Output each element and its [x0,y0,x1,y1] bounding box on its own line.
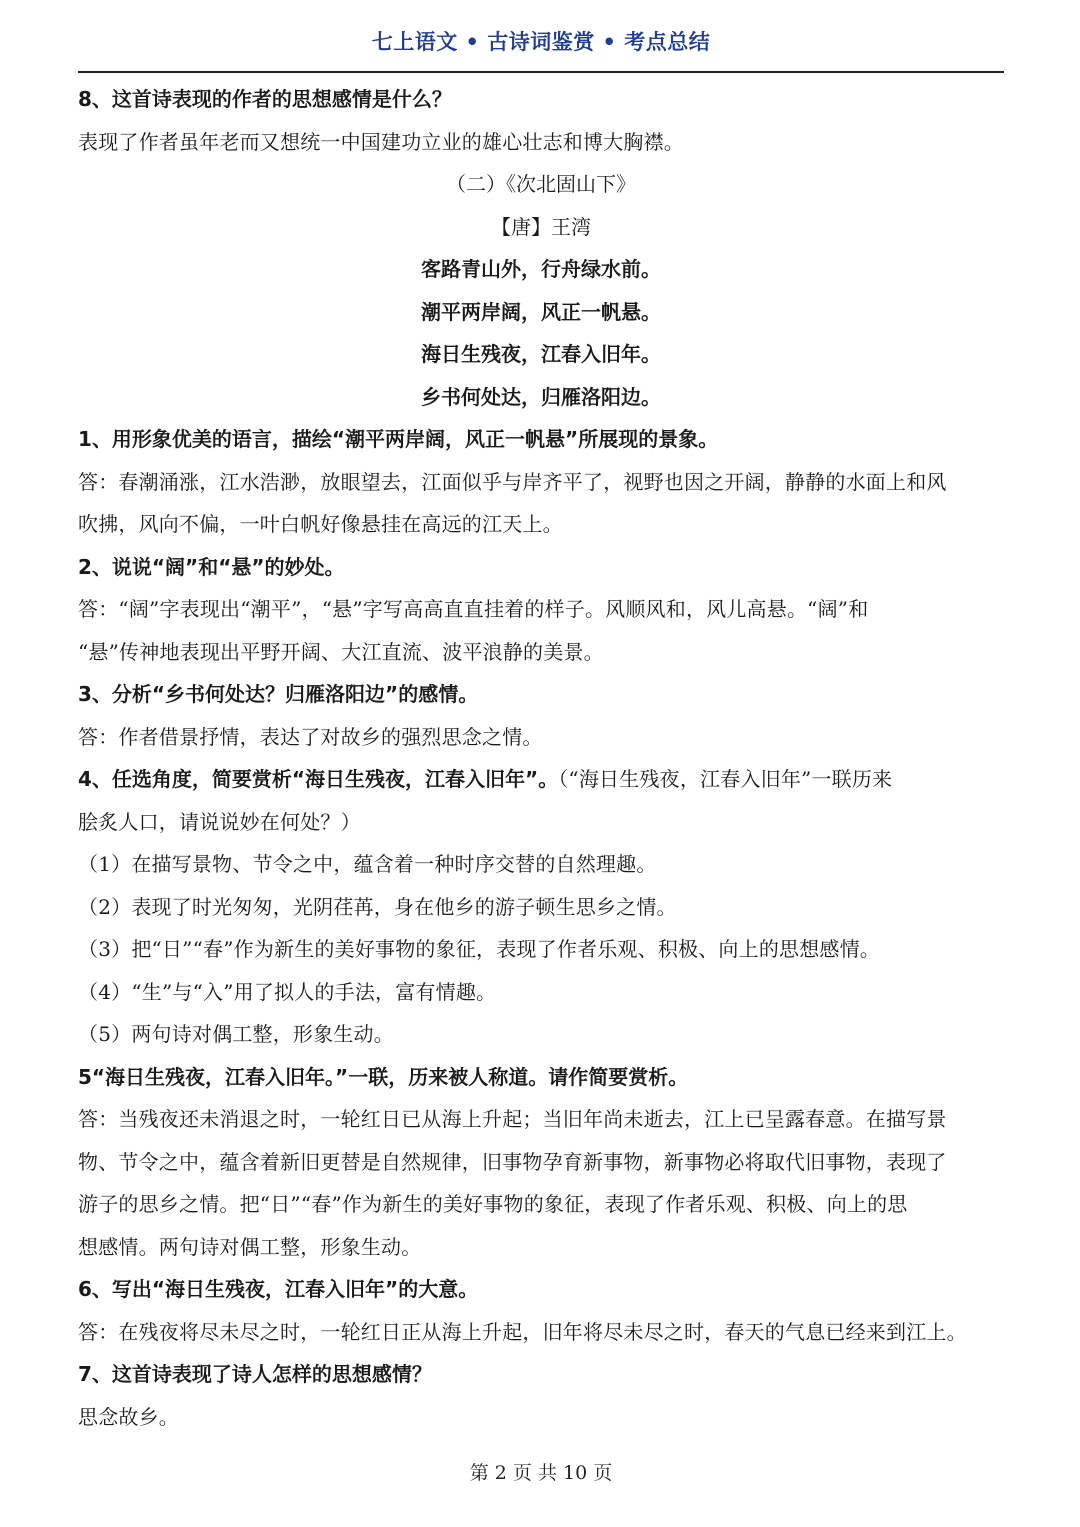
question-bold-part: 4、任选角度，简要赏析“海日生残夜，江春入旧年”。 [78,767,559,791]
answer-text-line: 答：作者借景抒情，表达了对故乡的强烈思念之情。 [78,724,543,749]
question-heading: 3、分析“乡书何处达？归雁洛阳边”的感情。 [78,682,479,706]
poem-verse-line: 客路青山外，行舟绿水前。 [421,257,661,281]
document-body [78,78,1004,1438]
answer-text-line: （4）“生”与“入”用了拟人的手法，富有情趣。 [78,979,497,1004]
header-divider [78,71,1004,73]
poem-title-line: （二）《次北固山下》 [446,172,636,196]
poem-verse-line: 海日生残夜，江春入旧年。 [421,342,661,366]
answer-text-line: 答：“阔”字表现出“潮平”，“悬”字写高高直直挂着的样子。风顺风和，风儿高悬。“阔”和 [78,597,869,621]
answer-text-line: （2）表现了时光匆匆，光阴荏苒，身在他乡的游子顿生思乡之情。 [78,894,677,919]
answer-text-line: （3）把“日”“春”作为新生的美好事物的象征，表现了作者乐观、积极、向上的思想感情。 [78,937,881,961]
answer-text-line: 答：春潮涌涨，江水浩渺，放眼望去，江面似乎与岸齐平了，视野也因之开阔，静静的水面上和风 [78,469,947,494]
question-heading-mixed [78,758,1004,801]
question-heading: 7、这首诗表现了诗人怎样的思想感情？ [78,1362,432,1386]
answer-text-line: 脍炙人口，请说说妙在何处？） [78,809,361,834]
question-heading: 5“海日生残夜，江春入旧年。”一联，历来被人称道。请作简要赏析。 [78,1064,689,1089]
poem-title-line: 【唐】王湾 [491,214,591,239]
question-heading: 1、用形象优美的语言，描绘“潮平两岸阔，风正一帆悬”所展现的景象。 [78,427,719,451]
question-heading: 8、这首诗表现的作者的思想感情是什么？ [78,87,452,111]
poem-verse-line: 乡书何处达，归雁洛阳边。 [421,384,661,409]
answer-text-line: 吹拂，风向不偏，一叶白帆好像悬挂在高远的江天上。 [78,512,563,536]
answer-text-line: 游子的思乡之情。把“日”“春”作为新生的美好事物的象征，表现了作者乐观、积极、向上的思 [78,1192,908,1216]
answer-text-line: “悬”传神地表现出平野开阔、大江直流、波平浪静的美景。 [78,639,604,664]
question-note-part: （“海日生残夜，江春入旧年”一联历来 [558,767,893,791]
question-heading: 6、写出“海日生残夜，江春入旧年”的大意。 [78,1277,479,1301]
answer-text-line: 思念故乡。 [78,1404,179,1429]
answer-text-line: 想感情。两句诗对偶工整，形象生动。 [78,1234,422,1259]
question-heading: 2、说说“阔”和“悬”的妙处。 [78,554,345,579]
answer-text-line: 表现了作者虽年老而又想统一中国建功立业的雄心壮志和博大胸襟。 [78,129,684,154]
answer-text-line: （5）两句诗对偶工整，形象生动。 [78,1022,394,1046]
answer-text-line: 答：当残夜还未消退之时，一轮红日已从海上升起；当旧年尚未逝去，江上已呈露春意。在描写景 [78,1107,947,1131]
answer-text-line: （1）在描写景物、节令之中，蕴含着一种时序交替的自然理趣。 [78,852,657,876]
page-number: 第 2 页 共 10 页 [469,1462,613,1484]
answer-text-line: 答：在残夜将尽未尽之时，一轮红日正从海上升起，旧年将尽未尽之时，春天的气息已经来到江上。 [78,1319,967,1344]
poem-verse-line: 潮平两岸阔，风正一帆悬。 [421,299,661,324]
page-header-title: 七上语文 • 古诗词鉴赏 • 考点总结 [371,30,711,54]
answer-text-line: 物、节令之中，蕴含着新旧更替是自然规律，旧事物孕育新事物，新事物必将取代旧事物，表现了 [78,1149,947,1174]
